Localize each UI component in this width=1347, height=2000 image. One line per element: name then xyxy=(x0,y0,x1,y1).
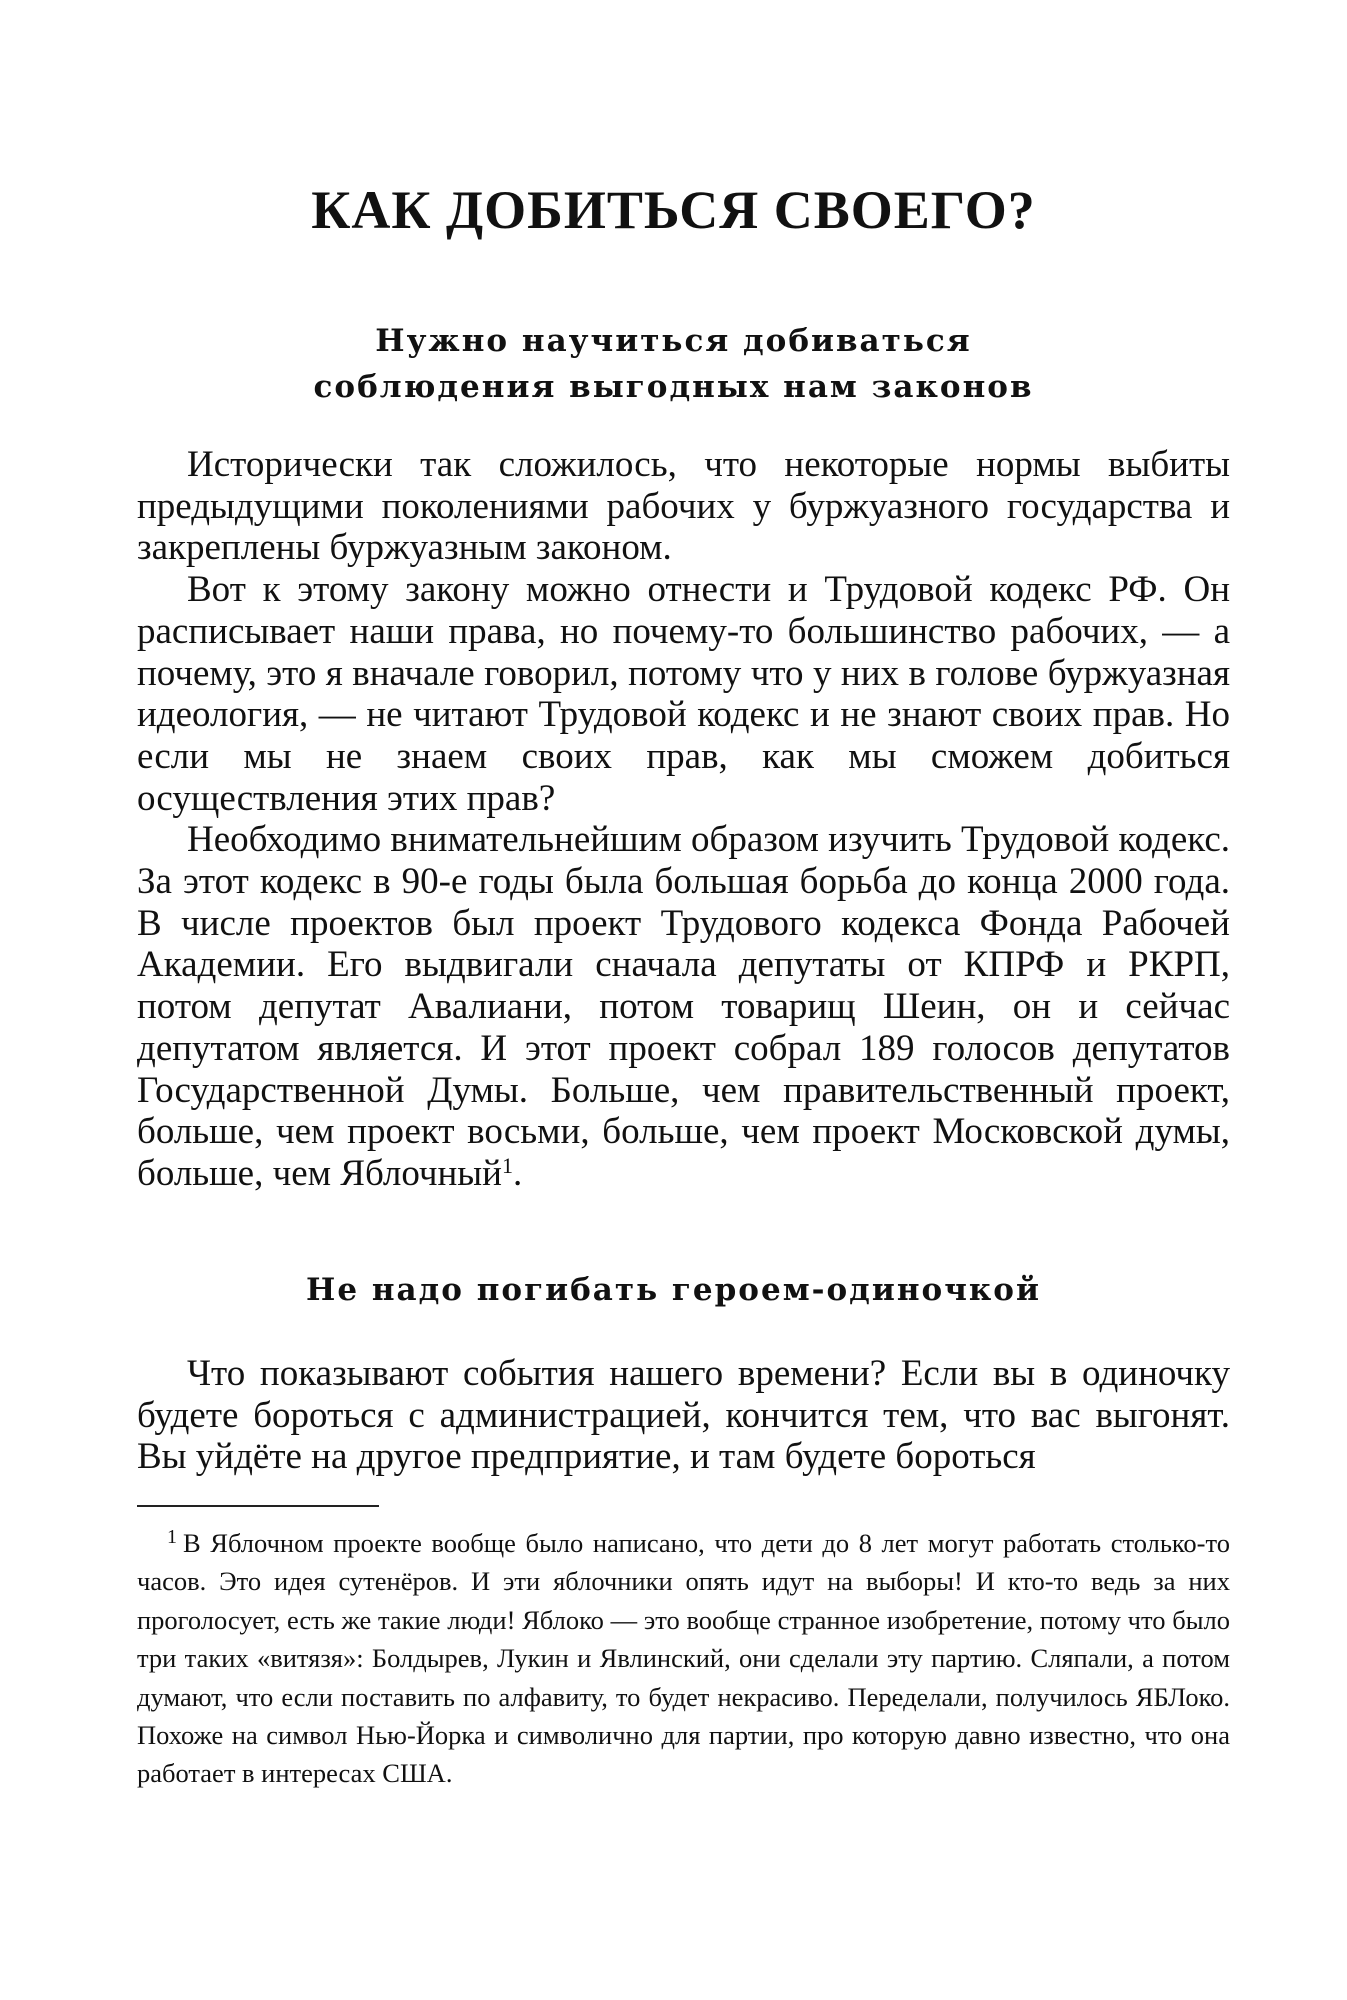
section-1-body xyxy=(137,444,1230,1195)
paragraph-end-punctuation: . xyxy=(512,1152,523,1194)
footnote-separator xyxy=(137,1505,379,1507)
section-heading-1-line-1: Нужно научиться добиваться xyxy=(375,323,972,359)
footnote-marker: 1 xyxy=(167,1526,177,1548)
paragraph: Исторически так сложилось, что некоторые нормы выбиты предыдущими поколениями рабочих у буржуазного государства и закреплены буржуазным законом. xyxy=(137,444,1230,569)
footnote xyxy=(137,1518,1230,1793)
chapter-title: КАК ДОБИТЬСЯ СВОЕГО? xyxy=(311,180,1036,240)
paragraph: Что показывают события нашего времени? Если вы в одиночку будете бороться с администрацией, кончится тем, что вас выгонят. Вы уйдёте на другое предприятие, и там будете бороться xyxy=(137,1353,1230,1478)
section-heading-1-line-2: соблюдения выгодных нам законов xyxy=(313,369,1034,405)
section-heading-1 xyxy=(0,318,1347,410)
footnote-reference[interactable]: 1 xyxy=(501,1152,513,1178)
section-heading-2: Не надо погибать героем-одиночкой xyxy=(306,1272,1041,1308)
paragraph-text: Необходимо внимательнейшим образом изучить Трудовой кодекс. За этот кодекс в 90-е годы была большая борьба до конца 2000 года. В числе проектов был проект Трудового кодекса Фонда Рабочей Академии. Его выдвигали сначала депутаты от КПРФ и РКРП, потом депутат Авалиани, потом товарищ Шеин, он и сейчас депутатом является. И этот проект собрал 189 голосов депутатов Государственной Думы. Больше, чем правительственный проект, больше, чем проект восьми, больше, чем проект Московской думы, больше, чем Яблочный xyxy=(137,819,1230,1194)
paragraph: Вот к этому закону можно отнести и Трудовой кодекс РФ. Он расписывает наши права, но почему-то большинство рабочих, — а почему, это я вначале говорил, потому что у них в голове буржуазная идеология, — не читают Трудовой кодекс и не знают своих прав. Но если мы не знаем своих прав, как мы сможем добиться осуществления этих прав? xyxy=(137,569,1230,819)
footnote-text: В Яблочном проекте вообще было написано, что дети до 8 лет могут работать столько-то часов. Это идея сутенёров. И эти яблочники опять идут на выборы! И кто-то ведь за них проголосует, есть же такие люди! Яблоко — это вообще странное изобретение, потому что было три таких «витязя»: Болдырев, Лукин и Явлинский, они сделали эту партию. Сляпали, а потом думают, что если поставить по алфавиту, то будет некрасиво. Переделали, получилось ЯБЛоко. Похоже на символ Нью-Йорка и символично для партии, про которую давно известно, что она работает в интересах США. xyxy=(137,1528,1230,1789)
section-2-body xyxy=(137,1353,1230,1478)
paragraph xyxy=(137,819,1230,1194)
